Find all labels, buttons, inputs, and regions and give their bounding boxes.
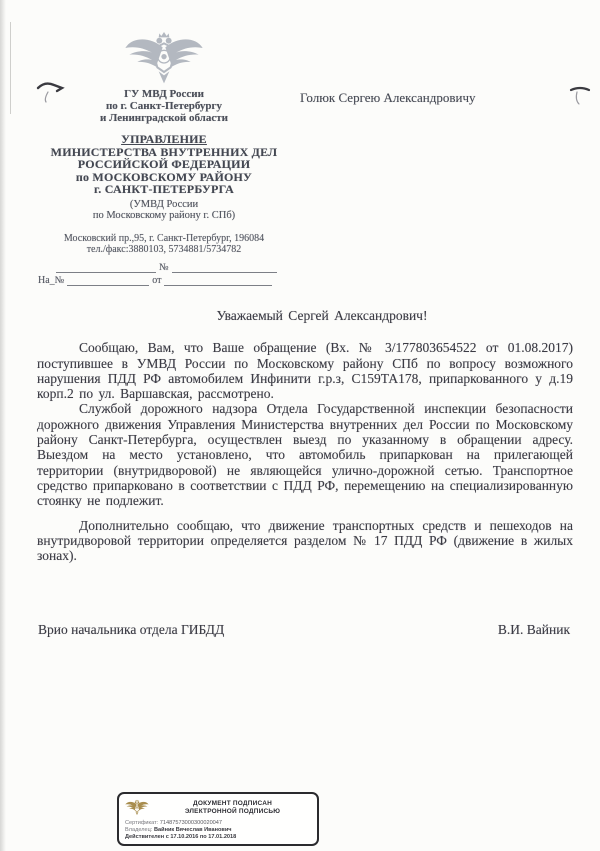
ot-label: от [152,274,162,286]
paragraph-1: Сообщаю, Вам, что Ваше обращение (Вх. № 3/177803654522 от 01.08.2017) поступившее в УМВД России по Московскому району СПб по вопросу возможного нарушения ПДД РФ автомобилем Инфинити г.р.з, С159ТА178, припаркованного у д.19 корп.2 по ул. Варшавская, рассмотрено. [37,340,573,402]
certificate-value: 71487573000300020047 [159,820,223,826]
paragraph-3: Дополнительно сообщаю, что движение транспортных средств и пешеходов на внутридворовой территории определяется разделом № 17 ПДД РФ (движение в жилых зонах). [37,517,573,564]
org-address [38,233,290,255]
signer-name: В.И. Вайник [497,622,570,637]
org-top-line: по г. Санкт-Петербургу [105,100,223,112]
mvd-eagle-emblem-small-icon [125,798,149,817]
blank-line [67,275,149,286]
signature-row [38,622,570,638]
electronic-signature-stamp [117,792,319,846]
stamp-title-line: ДОКУМЕНТ ПОДПИСАН [192,799,273,807]
stamp-header [125,798,311,817]
letterhead [38,30,290,286]
salutation: Уважаемый Сергей Александрович! [216,308,428,323]
org-main-line: по МОСКОВСКОМУ РАЙОНУ [75,169,253,184]
owner-label: Владелец: [125,826,153,833]
ink-mark-right [568,84,594,106]
org-sub-line: по Московскому району г. СПб) [92,210,236,222]
blank-line [56,262,156,273]
parent-org-name [38,88,290,124]
reference-lines [38,260,290,286]
blank-line [164,275,272,286]
ref-row-outgoing [38,260,290,273]
stamp-certificate-line [125,820,311,827]
stamp-owner-line [125,827,311,834]
stamp-validity-line: Действителен с 17.10.2016 по 17.01.2018 [125,833,237,840]
owner-value: Вайник Вячеслав Иванович [154,826,232,833]
phone-line: тел./факс:3880103, 5734881/5734782 [86,243,242,255]
certificate-label: Сертификат: [125,820,159,826]
scan-edge-artifact [10,22,11,114]
org-top-line: ГУ МВД России [124,88,204,100]
org-main-line: МИНИСТЕРСТВА ВНУТРЕННИХ ДЕЛ [50,144,278,159]
org-name [38,133,290,196]
signer-position: Врио начальника отдела ГИБДД [38,622,225,637]
recipient-name: Голюк Сергею Александровичу [300,90,476,105]
stamp-title [154,800,311,815]
stamp-details [125,820,311,840]
org-short-name [38,199,290,222]
org-sub-line: (УМВД России [129,198,199,210]
mvd-eagle-emblem-icon [123,30,205,86]
number-sign-label: № [159,261,169,273]
paragraph-2: Службой дорожного надзора Отдела Государственной инспекции безопасности дорожного движения Управления Министерства внутренних дел России по Московскому району Санкт-Петербурга, осуществлен выезд по указанному в обращении адресу. Выездом на место установлено, что автомобиль припаркован на прилегающей территории (внутридворовой) не являющейся улично-дорожной сетью. Транспортное средство припарковано в соответствии с ПДД РФ, перемещению на специализированную стоянку не подлежит. [37,401,573,509]
na-number-label: На_№ [38,274,65,286]
org-main-line: РОССИЙСКОЙ ФЕДЕРАЦИИ [77,157,251,172]
ref-row-incoming [38,273,290,286]
org-main-line: УПРАВЛЕНИЕ [121,132,207,146]
address-line: Московский пр.,95, г. Санкт-Петербург, 196084 [63,232,265,244]
org-main-line: г. САНКТ-ПЕТЕРБУРГА [94,182,234,197]
letter-body [37,308,573,563]
org-top-line: и Ленинградской области [100,112,228,124]
stamp-title-line: ЭЛЕКТРОННОЙ ПОДПИСЬЮ [184,807,281,815]
blank-line [172,262,277,273]
